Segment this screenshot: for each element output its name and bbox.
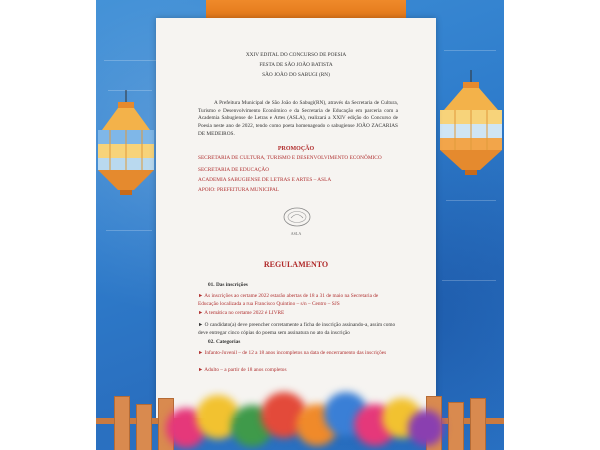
background-script [104,60,156,61]
background-script [442,280,496,281]
section-1-item: ► A temática no certame 2022 é LIVRE [198,310,285,316]
right-lantern-icon [438,70,504,180]
background-script [446,200,496,201]
regulamento-title: REGULAMENTO [263,260,329,269]
left-lantern-icon [96,90,156,200]
header-line-3: SÃO JOÃO DO SABUGI (RN) [262,72,330,78]
fence-post [470,398,486,450]
promocao-item: SECRETARIA DE EDUCAÇÃO [198,167,270,173]
header-line-2: FESTA DE SÃO JOÃO BATISTA [259,62,333,68]
header-line-1: XXIV EDITAL DO CONCURSO DE POESIA [245,52,347,58]
section-2-item: ► Adulto – a partir de 18 anos completos [198,367,287,373]
background-script [444,50,496,51]
promocao-title: PROMOÇÃO [277,146,315,152]
section-1-item: ► O candidato(a) deve preencher corretamente a ficha de inscrição assinando-a, assim como deve entregar cinco cópias do poema sem assinatura no ato da inscrição [198,322,396,336]
asla-seal-icon [282,206,312,228]
asla-label: ASLA [290,231,302,236]
fence-post [448,402,464,450]
promocao-item: SECRETARIA DE CULTURA, TURISMO E DESENVOLVIMENTO ECONÔMICO [198,155,382,161]
background-script [106,230,152,231]
section-2-item: ► Infanto-Juvenil – de 12 a 18 anos incompletos na data de encerramento das inscrições [198,350,387,356]
fence-post [114,396,130,450]
fence-post [136,404,152,450]
section-2-title: 02. Categorias [208,339,241,345]
intro-paragraph: A Prefeitura Municipal de São João do Sabugi(RN), através da Secretaria de Cultura, Turismo e Desenvolvimento Econômico e da Secretaria de Educação em parceria com a Academia Sabugiense de Letras e Artes (ASLA), realizará a XXIV edição do Concurso de Poesia neste ano de 2022, tendo como poeta homenageado o sabugiense JOÃO ZACARIAS DE MEDEIROS. [198,100,398,137]
section-1-title: 01. Das inscrições [208,282,248,288]
section-1-item: ► As inscrições ao certame 2022 estarão abertas de 18 a 31 de maio na Secretaria de Educação localizada a rua Francisco Quintino – s/n – Centro – SJS [198,293,379,307]
poster-frame [96,0,504,450]
pompom-decoration [408,410,444,446]
promocao-item: APOIO: PREFEITURA MUNICIPAL [198,187,280,193]
edital-document [156,18,436,422]
promocao-item: ACADEMIA SABUGIENSE DE LETRAS E ARTES – ASLA [198,177,332,183]
